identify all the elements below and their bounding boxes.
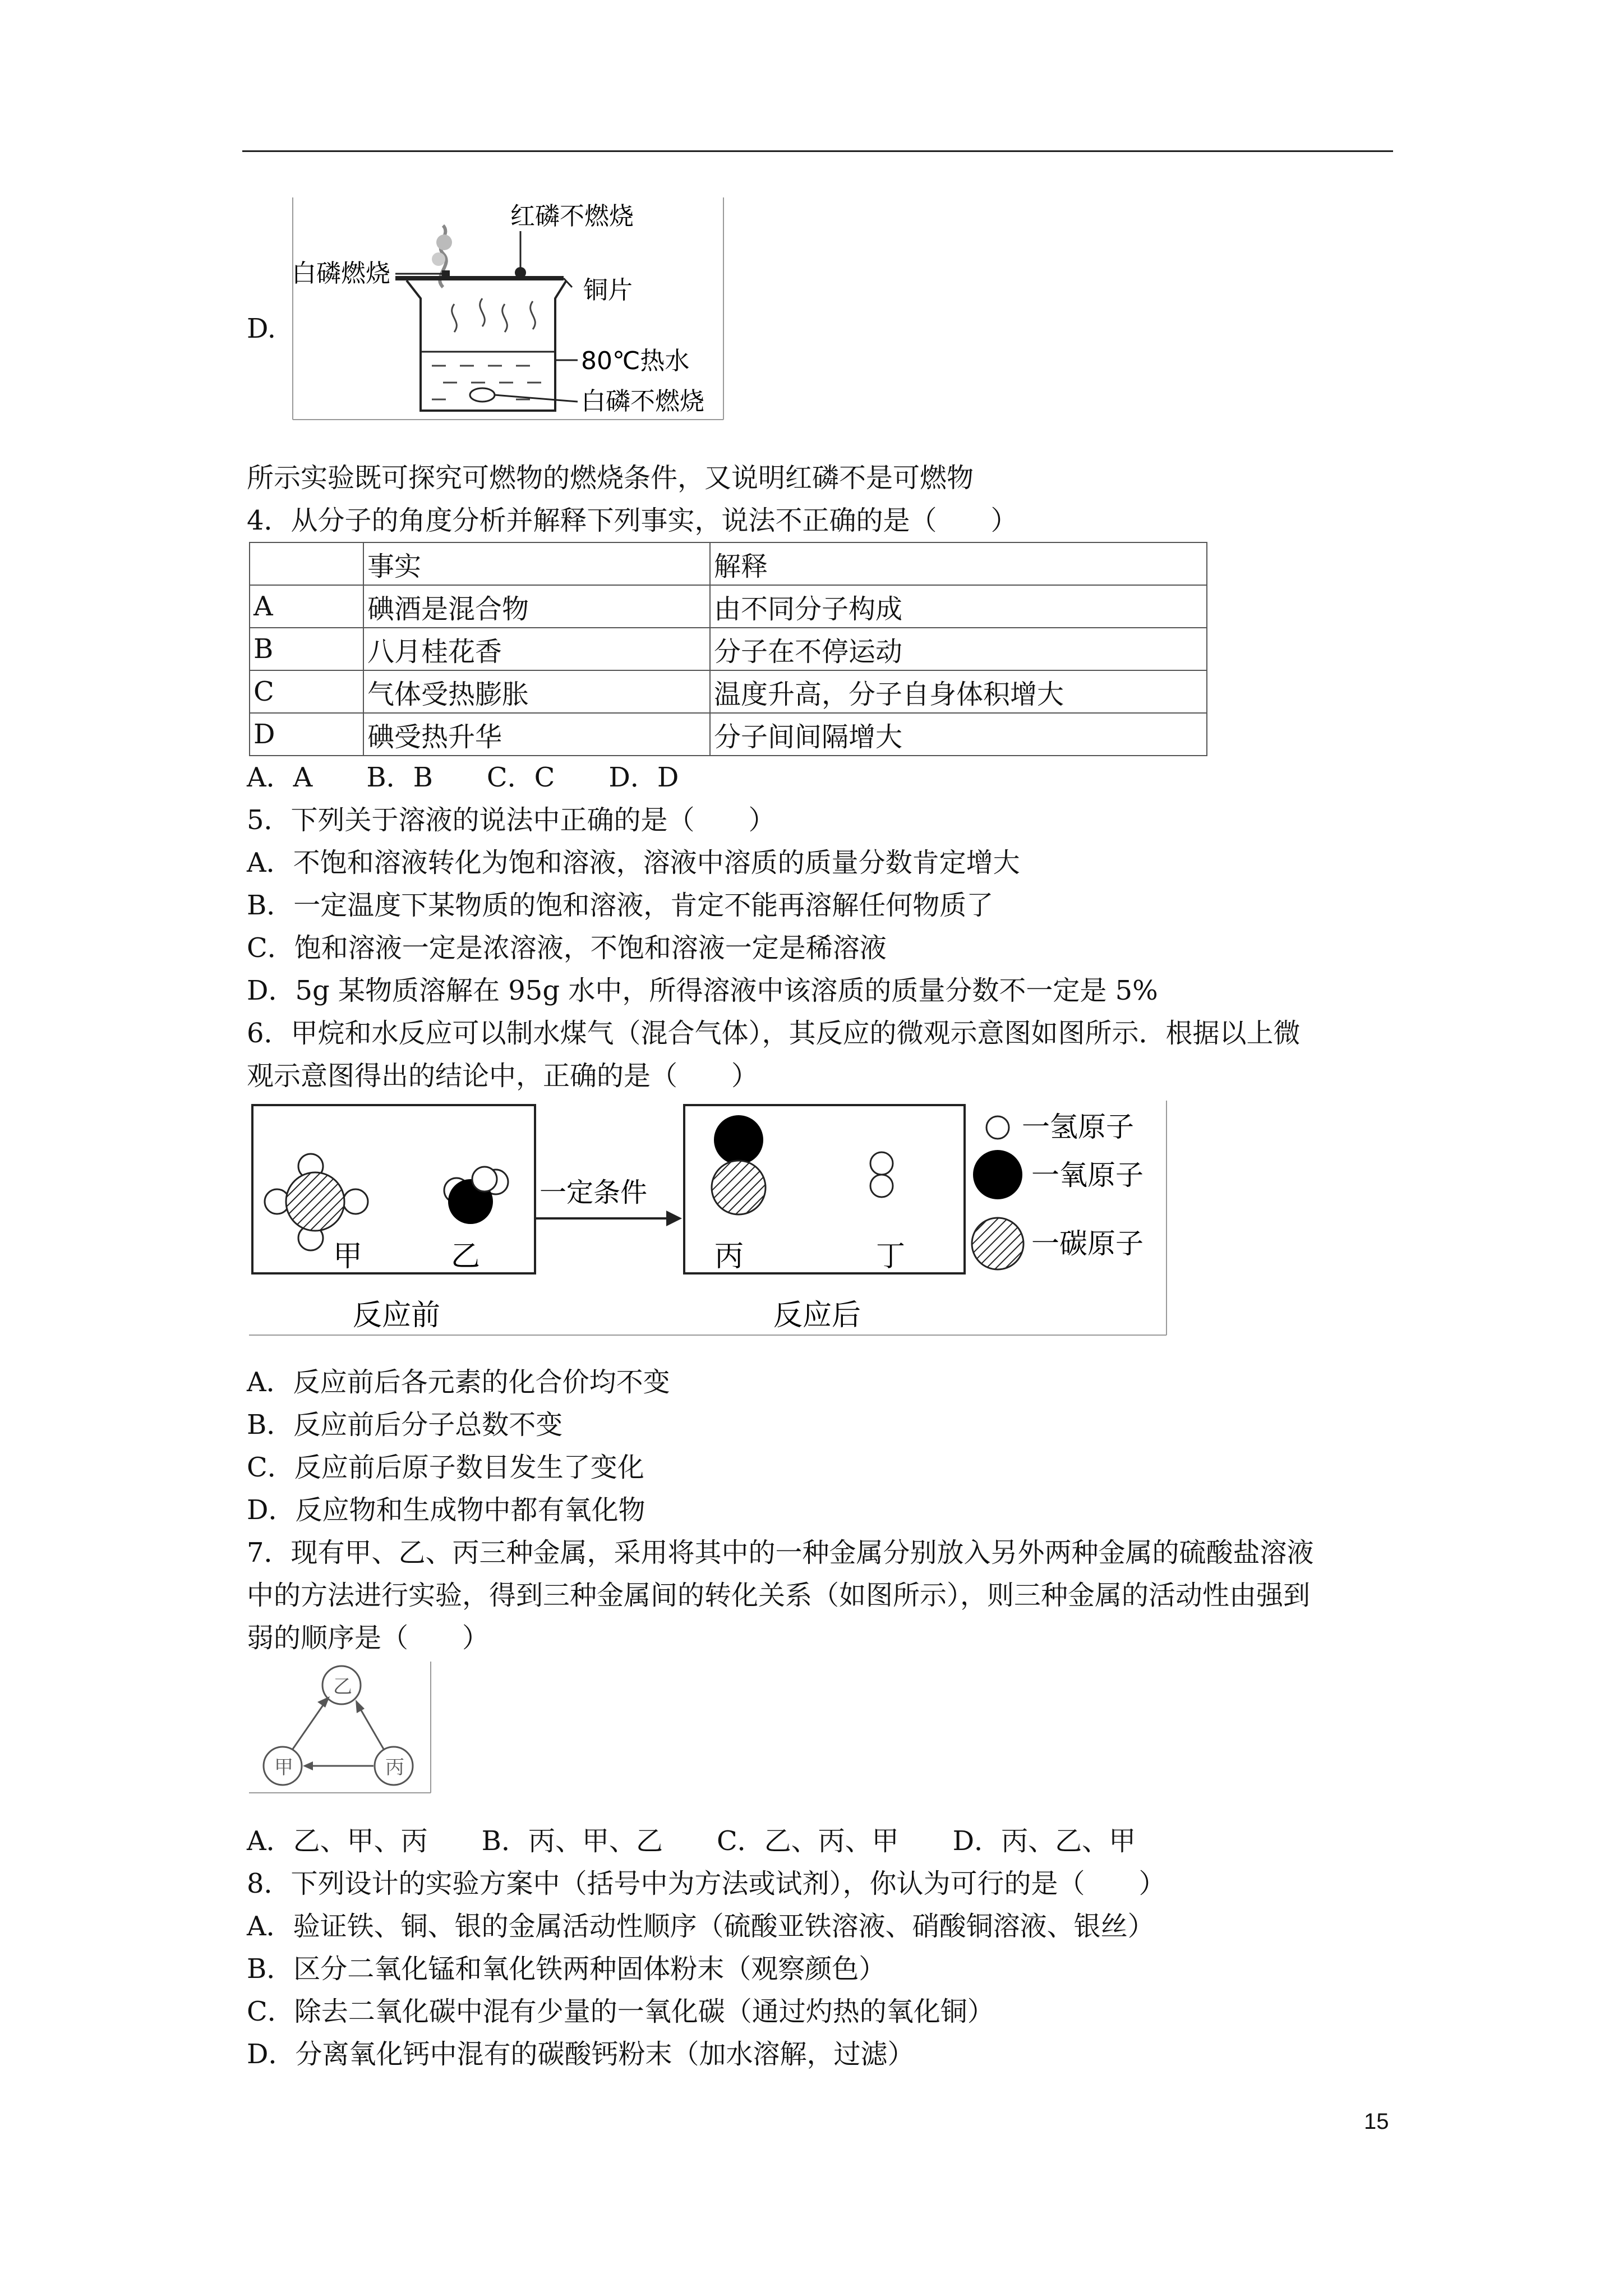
label-condition: 一定条件 — [540, 1177, 648, 1208]
table-cell — [250, 542, 363, 585]
table-cell: 碘酒是混合物 — [363, 585, 710, 628]
copper-plate — [395, 276, 564, 280]
table-cell: 分子在不停运动 — [710, 628, 1207, 670]
q5-option-d: D．5g 某物质溶解在 95g 水中，所得溶液中该溶质的质量分数不一定是 5% — [247, 975, 1158, 1006]
table-row — [250, 713, 1207, 756]
table-row — [250, 628, 1207, 670]
q7-stem-line3: 弱的顺序是（ ） — [247, 1622, 490, 1654]
red-phosphorus — [515, 267, 526, 278]
label-jia: 甲 — [333, 1240, 363, 1273]
label-white-phosphorus-burning: 白磷燃烧 — [292, 259, 390, 288]
page-number: 15 — [1364, 2109, 1389, 2134]
metal-conversion-diagram — [249, 1662, 432, 1794]
node-jia-label: 甲 — [274, 1756, 293, 1779]
q7-options: A．乙、甲、丙 B．丙、甲、乙 C．乙、丙、甲 D．丙、乙、甲 — [247, 1825, 1136, 1857]
q6-stem-line2: 观示意图得出的结论中，正确的是（ ） — [247, 1060, 759, 1092]
methane-molecule — [286, 1172, 344, 1231]
table-cell: 分子间间隔增大 — [710, 713, 1207, 756]
white-phosphorus-top — [442, 270, 450, 277]
h2-molecule — [870, 1152, 893, 1175]
q6-option-c: C．反应前后原子数目发生了变化 — [247, 1452, 644, 1483]
q4-stem: 4．从分子的角度分析并解释下列事实，说法不正确的是（ ） — [247, 505, 1018, 536]
legend-oxygen-icon — [973, 1150, 1022, 1199]
table-cell: B — [250, 628, 363, 670]
label-yi: 乙 — [451, 1240, 481, 1273]
table-row — [250, 585, 1207, 628]
legend-hydrogen: 一氢原子 — [1022, 1111, 1134, 1143]
q7-stem-line1: 7．现有甲、乙、丙三种金属，采用将其中的一种金属分别放入另外两种金属的硫酸盐溶液 — [247, 1537, 1314, 1568]
label-copper-plate: 铜片 — [583, 276, 633, 305]
q3d-statement: 所示实验既可探究可燃物的燃烧条件，又说明红磷不是可燃物 — [247, 462, 974, 494]
q6-stem-line1: 6．甲烷和水反应可以制水煤气（混合气体），其反应的微观示意图如图所示．根据以上微 — [247, 1018, 1301, 1049]
table-cell: 事实 — [363, 542, 710, 585]
table-row — [250, 670, 1207, 713]
combustion-apparatus-figure — [292, 197, 725, 421]
label-hot-water: 80℃热水 — [581, 347, 690, 375]
legend-carbon-icon — [972, 1218, 1023, 1269]
table-cell: 八月桂花香 — [363, 628, 710, 670]
legend-carbon: 一碳原子 — [1031, 1227, 1144, 1260]
q3-option-d-label: D. — [247, 313, 276, 344]
label-white-phosphorus-not-burning: 白磷不燃烧 — [581, 387, 704, 416]
label-bing: 丙 — [714, 1240, 744, 1273]
table-cell: D — [250, 713, 363, 756]
header-rule — [242, 150, 1393, 152]
steam-icon — [452, 298, 536, 332]
q8-option-b: B．区分二氧化锰和氧化铁两种固体粉末（观察颜色） — [247, 1953, 886, 1985]
beaker — [407, 280, 566, 411]
q5-option-b: B．一定温度下某物质的饱和溶液，肯定不能再溶解任何物质了 — [247, 890, 994, 921]
q5-option-c: C．饱和溶液一定是浓溶液，不饱和溶液一定是稀溶液 — [247, 932, 887, 964]
q5-option-a: A．不饱和溶液转化为饱和溶液，溶液中溶质的质量分数肯定增大 — [247, 847, 1020, 878]
q6-option-b: B．反应前后分子总数不变 — [247, 1409, 563, 1441]
reaction-micro-diagram — [249, 1101, 1169, 1336]
q4-facts-table — [249, 542, 1207, 756]
q5-stem: 5．下列关于溶液的说法中正确的是（ ） — [247, 804, 776, 836]
q8-option-c: C．除去二氧化碳中混有少量的一氧化碳（通过灼热的氧化铜） — [247, 1996, 994, 2027]
q4-options: A．A B．B C．C D．D — [247, 762, 679, 793]
white-phosphorus-water — [470, 388, 495, 402]
table-cell: 温度升高，分子自身体积增大 — [710, 670, 1207, 713]
arrow-jia-to-yi — [293, 1702, 325, 1749]
legend-oxygen: 一氧原子 — [1031, 1159, 1144, 1191]
node-bing-label: 丙 — [385, 1756, 404, 1779]
table-header-row — [250, 542, 1207, 585]
q6-option-d: D．反应物和生成物中都有氧化物 — [247, 1494, 645, 1526]
label-red-phosphorus: 红磷不燃烧 — [510, 202, 634, 231]
table-cell: 解释 — [710, 542, 1207, 585]
table-cell: C — [250, 670, 363, 713]
q8-stem: 8．下列设计的实验方案中（括号中为方法或试剂），你认为可行的是（ ） — [247, 1868, 1166, 1899]
q8-option-d: D．分离氧化钙中混有的碳酸钙粉末（加水溶解，过滤） — [247, 2039, 915, 2070]
co-molecule — [712, 1161, 766, 1214]
q7-stem-line2: 中的方法进行实验，得到三种金属间的转化关系（如图所示），则三种金属的活动性由强到 — [247, 1580, 1311, 1611]
table-cell: 气体受热膨胀 — [363, 670, 710, 713]
table-cell: 碘受热升华 — [363, 713, 710, 756]
table-cell: A — [250, 585, 363, 628]
legend-hydrogen-icon — [986, 1116, 1009, 1139]
q8-option-a: A．验证铁、铜、银的金属活动性顺序（硫酸亚铁溶液、硝酸铜溶液、银丝） — [247, 1911, 1155, 1942]
node-yi-label: 乙 — [333, 1676, 352, 1698]
label-before: 反应前 — [353, 1299, 441, 1332]
table-cell: 由不同分子构成 — [710, 585, 1207, 628]
arrow-bing-to-yi — [359, 1706, 384, 1749]
label-after: 反应后 — [773, 1299, 861, 1332]
label-ding: 丁 — [876, 1240, 906, 1273]
q6-option-a: A．反应前后各元素的化合价均不变 — [247, 1366, 670, 1398]
